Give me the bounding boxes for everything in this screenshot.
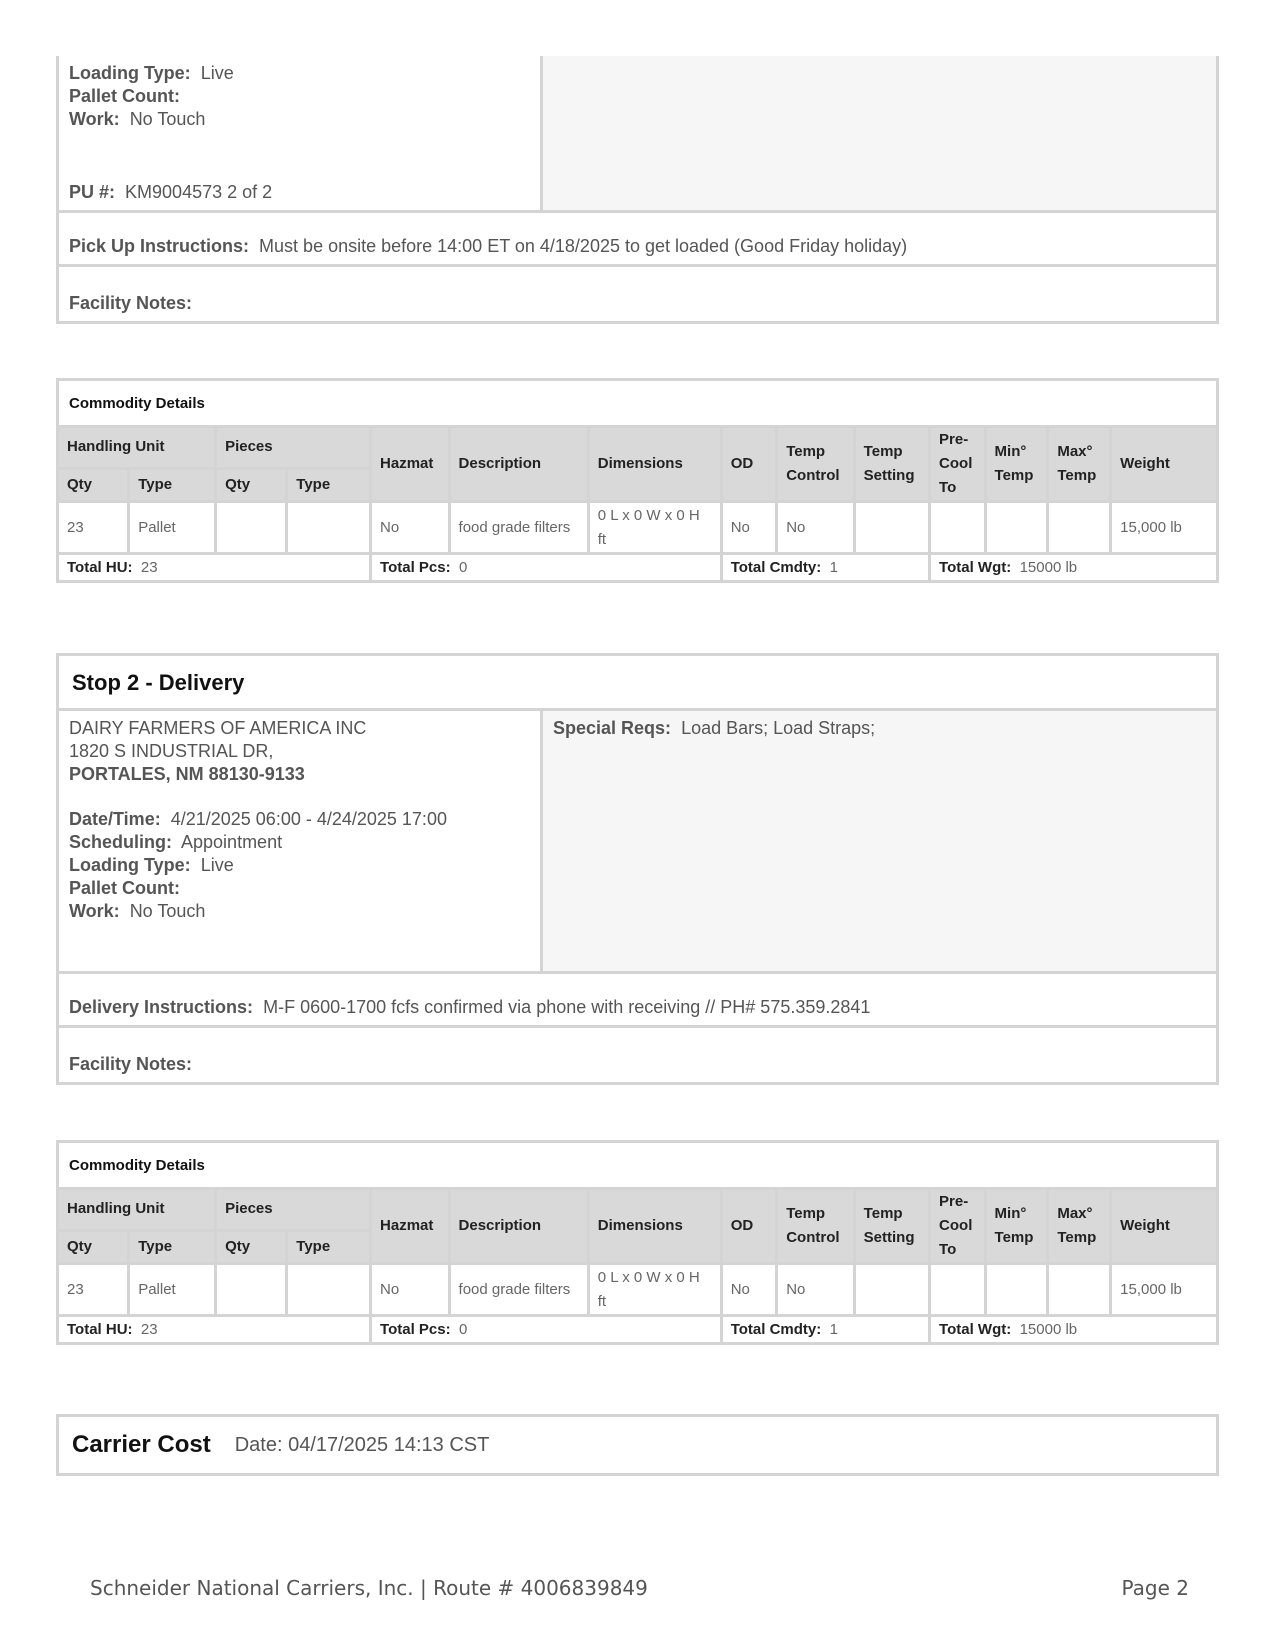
special-reqs-label: Special Reqs: [553, 718, 672, 738]
datetime-value: 4/21/2025 06:00 - 4/24/2025 17:00 [170, 809, 447, 829]
col-temp-setting: Temp Setting [854, 427, 929, 502]
col-dimensions: Dimensions [588, 1189, 721, 1264]
commodity-title: Commodity Details [58, 380, 1218, 427]
cell-max-temp [1048, 502, 1111, 554]
total-hu-label: Total HU: [67, 1321, 133, 1338]
stop2-title: Stop 2 - Delivery [56, 653, 1219, 711]
col-pc-type: Type [287, 1230, 371, 1263]
total-wgt-value: 15000 lb [1019, 559, 1078, 576]
pickup-instructions-value: Must be onsite before 14:00 ET on 4/18/2025 to get loaded (Good Friday holiday) [259, 236, 908, 256]
cell-temp-setting [854, 1264, 929, 1316]
cell-temp-control: No [777, 502, 854, 554]
stop2-name: DAIRY FARMERS OF AMERICA INC [69, 718, 367, 738]
total-hu-value: 23 [140, 559, 158, 576]
cell-min-temp [985, 1264, 1048, 1316]
col-pieces: Pieces [216, 427, 371, 469]
carrier-cost-title: Carrier Cost [72, 1431, 211, 1458]
cell-pc-qty [216, 1264, 287, 1316]
cell-temp-control: No [777, 1264, 854, 1316]
work-value: No Touch [129, 109, 206, 129]
col-dimensions: Dimensions [588, 427, 721, 502]
total-wgt-label: Total Wgt: [939, 559, 1012, 576]
col-max-temp: Max° Temp [1048, 427, 1111, 502]
total-pcs-label: Total Pcs: [380, 1321, 451, 1338]
stop2-city: PORTALES, NM 88130-9133 [69, 764, 305, 784]
total-pcs-label: Total Pcs: [380, 559, 451, 576]
cell-hu-type: Pallet [129, 502, 216, 554]
col-temp-setting: Temp Setting [854, 1189, 929, 1264]
cell-pc-type [287, 1264, 371, 1316]
col-handling-unit: Handling Unit [58, 427, 216, 469]
work-value: No Touch [129, 901, 206, 921]
delivery-instructions [56, 971, 1219, 1028]
total-hu-label: Total HU: [67, 559, 133, 576]
total-wgt-value: 15000 lb [1019, 1321, 1078, 1338]
col-handling-unit: Handling Unit [58, 1189, 216, 1231]
total-cmdty-value: 1 [829, 559, 838, 576]
total-cmdty-label: Total Cmdty: [730, 559, 822, 576]
col-pc-type: Type [287, 468, 371, 501]
facility-notes-label: Facility Notes: [69, 293, 193, 313]
work-label: Work: [69, 109, 120, 129]
cell-hu-qty: 23 [58, 502, 129, 554]
cell-od: No [721, 502, 776, 554]
total-cmdty-label: Total Cmdty: [730, 1321, 822, 1338]
commodity-table-1 [56, 378, 1219, 583]
cell-min-temp [985, 502, 1048, 554]
table-row [58, 502, 1218, 554]
cell-description: food grade filters [449, 502, 588, 554]
table-row [58, 1264, 1218, 1316]
col-pc-qty: Qty [216, 1230, 287, 1263]
carrier-cost-date: Date: 04/17/2025 14:13 CST [234, 1433, 490, 1456]
col-od: OD [721, 1189, 776, 1264]
col-weight: Weight [1111, 1189, 1218, 1264]
col-temp-control: Temp Control [777, 1189, 854, 1264]
cell-hu-qty: 23 [58, 1264, 129, 1316]
cell-od: No [721, 1264, 776, 1316]
totals-row [58, 1316, 1218, 1344]
cell-dimensions: 0 L x 0 W x 0 H ft [588, 1264, 721, 1316]
commodity-table-2 [56, 1140, 1219, 1345]
pu-label: PU #: [69, 182, 116, 202]
col-min-temp: Min° Temp [985, 1189, 1048, 1264]
cell-max-temp [1048, 1264, 1111, 1316]
pickup-instructions [56, 210, 1219, 267]
stop1-special-panel [540, 56, 1219, 213]
col-precool: Pre-Cool To [930, 1189, 985, 1264]
total-cmdty-value: 1 [829, 1321, 838, 1338]
scheduling-value: Appointment [181, 832, 283, 852]
cell-precool [930, 502, 985, 554]
cell-pc-qty [216, 502, 287, 554]
total-hu-value: 23 [140, 1321, 158, 1338]
total-wgt-label: Total Wgt: [939, 1321, 1012, 1338]
pickup-instructions-label: Pick Up Instructions: [69, 236, 250, 256]
col-temp-control: Temp Control [777, 427, 854, 502]
datetime-label: Date/Time: [69, 809, 161, 829]
cell-hazmat: No [371, 502, 450, 554]
scheduling-label: Scheduling: [69, 832, 172, 852]
col-hu-type: Type [129, 1230, 216, 1263]
cell-weight: 15,000 lb [1111, 502, 1218, 554]
total-pcs-value: 0 [458, 559, 468, 576]
facility-notes-label: Facility Notes: [69, 1054, 193, 1074]
stop1-facility-notes [56, 267, 1219, 324]
col-max-temp: Max° Temp [1048, 1189, 1111, 1264]
cell-hu-type: Pallet [129, 1264, 216, 1316]
loading-type-label: Loading Type: [69, 63, 191, 83]
pu-value: KM9004573 2 of 2 [125, 182, 273, 202]
col-hu-qty: Qty [58, 1230, 129, 1263]
cell-temp-setting [854, 502, 929, 554]
carrier-cost-header [56, 1414, 1219, 1476]
cell-hazmat: No [371, 1264, 450, 1316]
col-hazmat: Hazmat [371, 427, 450, 502]
stop2-special-reqs [540, 711, 1219, 974]
col-od: OD [721, 427, 776, 502]
stop1-details [56, 56, 540, 213]
pallet-count-label: Pallet Count: [69, 878, 180, 898]
col-pieces: Pieces [216, 1189, 371, 1231]
commodity-title: Commodity Details [58, 1142, 1218, 1189]
cell-dimensions: 0 L x 0 W x 0 H ft [588, 502, 721, 554]
cell-weight: 15,000 lb [1111, 1264, 1218, 1316]
col-precool: Pre-Cool To [930, 427, 985, 502]
cell-description: food grade filters [449, 1264, 588, 1316]
loading-type-value: Live [200, 63, 234, 83]
totals-row [58, 554, 1218, 582]
stop2-address-block [56, 711, 540, 974]
col-hu-qty: Qty [58, 468, 129, 501]
col-pc-qty: Qty [216, 468, 287, 501]
delivery-instructions-label: Delivery Instructions: [69, 997, 254, 1017]
total-pcs-value: 0 [458, 1321, 468, 1338]
col-description: Description [449, 427, 588, 502]
col-description: Description [449, 1189, 588, 1264]
special-reqs-value: Load Bars; Load Straps; [681, 718, 876, 738]
stop2-facility-notes [56, 1028, 1219, 1085]
footer-company-route: Schneider National Carriers, Inc. | Route # 4006839849 [90, 1576, 648, 1600]
col-weight: Weight [1111, 427, 1218, 502]
pallet-count-label: Pallet Count: [69, 86, 180, 106]
footer-page-number: Page 2 [1121, 1576, 1189, 1600]
delivery-instructions-value: M-F 0600-1700 fcfs confirmed via phone with receiving // PH# 575.359.2841 [263, 997, 871, 1017]
loading-type-label: Loading Type: [69, 855, 191, 875]
stop2-street: 1820 S INDUSTRIAL DR, [69, 741, 274, 761]
col-hu-type: Type [129, 468, 216, 501]
col-hazmat: Hazmat [371, 1189, 450, 1264]
work-label: Work: [69, 901, 120, 921]
loading-type-value: Live [200, 855, 234, 875]
cell-pc-type [287, 502, 371, 554]
col-min-temp: Min° Temp [985, 427, 1048, 502]
cell-precool [930, 1264, 985, 1316]
